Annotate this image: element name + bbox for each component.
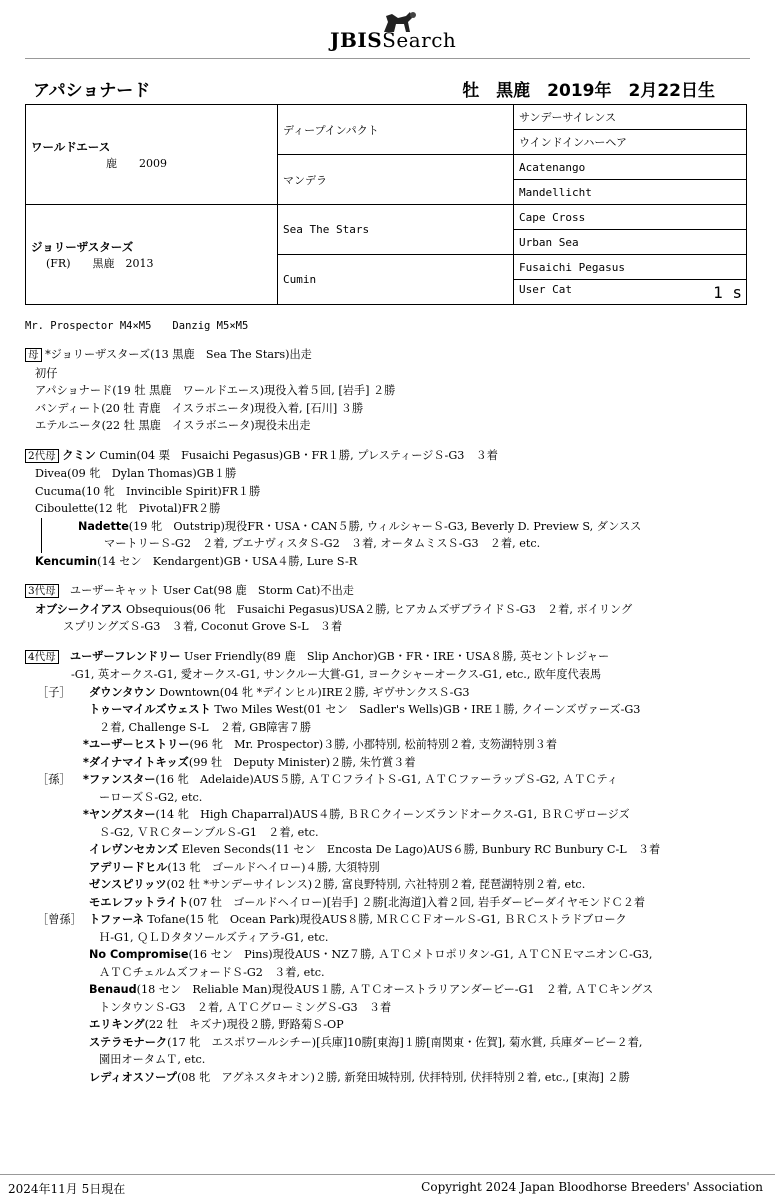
descendant-record: (14 牝 High Chaparral)AUS４勝, ＢＲＣクイーンズランドオークス-G1, ＢＲＣザロージズ [155, 808, 630, 821]
descendant-name[interactable]: ゼンスピリッツ [89, 878, 167, 891]
descendant-record: (07 牡 ゴールドヘイロー)[岩手] ２勝[北海道]入着２回, 岩手ダービーダイヤモンドＣ２着 [188, 895, 646, 909]
dam-cell [26, 205, 278, 305]
offspring-row: Cucuma(10 牝 Invincible Spirit)FR１勝 [35, 484, 261, 498]
descendant-record: (13 牝 ゴールドヘイロー)４勝, 大須特別 [167, 860, 380, 874]
offspring-row: アパショナード(19 牡 黒鹿 ワールドエース)現役入着５回, [岩手] ２勝 [35, 384, 396, 397]
family-section [25, 346, 755, 1086]
gen-tag: 3代母 [25, 584, 59, 598]
descendant-name[interactable]: トファーネ [89, 913, 144, 926]
obsequious-record: Obsequious(06 牝 Fusaichi Pegasus)USA２勝, ヒアカムズザブライドＳ-G3 ２着, ボイリング [125, 602, 633, 616]
sire-name[interactable]: ワールドエース [31, 139, 111, 154]
descendant-name[interactable]: ステラモナーク [89, 1035, 168, 1049]
descendant-record: (22 牡 キズナ)現役２勝, 野路菊Ｓ-OP [144, 1018, 344, 1031]
dam-note: 初仔 [35, 366, 58, 380]
descendant-record: (02 牡 *サンデーサイレンス)２勝, 富良野特別, 六社特別２着, 琵琶湖特別２着, etc. [166, 878, 586, 891]
dsd[interactable]: Urban Sea [514, 230, 747, 255]
horse-name: アパショナード [33, 81, 151, 101]
offspring-row: バンディート(20 牡 青鹿 イスラボニータ)現役入着, [石川] ３勝 [35, 401, 364, 415]
descendant-record: (08 牝 アグネスタキオン)２勝, 新発田城特別, 伏拝特別, 伏拝特別２着, etc., [東海] ２勝 [176, 1070, 630, 1084]
sds[interactable]: Acatenango [514, 155, 747, 180]
gen-tag: 母 [25, 348, 42, 362]
dam-sire[interactable]: Sea The Stars [278, 205, 514, 255]
sire-sire[interactable]: ディープインパクト [278, 105, 514, 155]
descendant-name[interactable]: トゥーマイルズウェスト [89, 703, 211, 716]
offspring-row: エテルニータ(22 牡 黒鹿 イスラボニータ)現役未出走 [35, 419, 311, 432]
offspring-row: Divea(09 牝 Dylan Thomas)GB１勝 [35, 467, 237, 480]
obsequious-name[interactable]: オブシークイアス [35, 602, 123, 616]
ddd-cell [514, 280, 747, 305]
sss[interactable]: サンデーサイレンス [514, 105, 747, 130]
footer-divider [0, 1174, 775, 1175]
horse-info: 牡 黒鹿 2019年 2月22日生 [462, 81, 715, 101]
descendant-record: (18 セン Reliable Man)現役AUS１勝, ＡＴＣオーストラリアンダービー-G1 ２着, ＡＴＣキングス [136, 983, 654, 996]
descendant-name[interactable]: モエレフットライト [89, 895, 189, 909]
third-dam-line [25, 582, 755, 601]
descendant-record-cont: ＡＴＣチェルムズフォードＳ-G2 ３着, etc. [99, 965, 325, 979]
nadette-name[interactable]: Nadette [78, 519, 129, 533]
descendant-record: (99 牡 Deputy Minister)２勝, 朱竹賞３着 [188, 755, 416, 769]
second-dam-line [25, 447, 755, 466]
sire-dam[interactable]: マンデラ [278, 155, 514, 205]
ssd[interactable]: ウインドインハーヘア [514, 130, 747, 155]
kencumin-record: (14 セン Kendargent)GB・USA４勝, Lure S-R [97, 554, 358, 568]
gen-tag: 2代母 [25, 449, 59, 463]
linebreeding-mark: 1 s [713, 282, 742, 302]
sire-cell [26, 105, 278, 205]
dds[interactable]: Fusaichi Pegasus [514, 255, 747, 280]
dam-name[interactable]: ジョリーザスターズ [31, 239, 134, 254]
descendant-record-cont: Ｓ-G2, ＶＲＣターンブルＳ-G1 ２着, etc. [99, 825, 319, 839]
child-tag: ［子］ [37, 685, 71, 699]
pedigree-table [25, 104, 747, 305]
descendant-name[interactable]: アデリードヒル [89, 860, 168, 874]
logo-text-jbis: JBIS [330, 28, 383, 52]
dam-record: *ジョリーザスターズ(13 黒鹿 Sea The Stars)出走 [45, 348, 312, 361]
dam-dam[interactable]: Cumin [278, 255, 514, 305]
descendant-record: (16 セン Pins)現役AUS・NZ７勝, ＡＴＣメトロポリタン-G1, ＡＴＣＮＥマニオンＣ-G3, [188, 948, 653, 961]
second-dam-record: Cumin(04 栗 Fusaichi Pegasus)GB・FR１勝, プレスティージＳ-G3 ３着 [99, 448, 498, 462]
dam-info: (FR) 黒鹿 2013 [46, 256, 154, 270]
descendant-record: Tofane(15 牝 Ocean Park)現役AUS８勝, ＭＲＣＣＦオールＳ-G1, ＢＲＣストラドブローク [147, 913, 627, 926]
descendant-record-cont: ーローズＳ-G2, etc. [99, 790, 203, 804]
descendant-record-cont: Ｈ-G1, ＱＬＤタタソールズティアラ-G1, etc. [99, 930, 329, 944]
sdd[interactable]: Mandellicht [514, 180, 747, 205]
descendant-record-cont: トンタウンＳ-G3 ２着, ＡＴＣグローミングＳ-G3 ３着 [99, 1000, 392, 1014]
descendant-name[interactable]: *ヤングスター [83, 808, 156, 821]
inbreeding-note: Mr. Prospector M4×M5 Danzig M5×M5 [25, 320, 249, 332]
descendant-record: (96 牝 Mr. Prospector)３勝, 小郡特別, 松前特別２着, 支笏湖特別３着 [189, 738, 558, 751]
sire-info: 鹿 2009 [106, 156, 167, 170]
descendant-name[interactable]: エリキング [89, 1018, 145, 1031]
dam-line [25, 346, 755, 365]
descendant-record: (17 牝 エスポワールシチー)[兵庫]10勝[東海]１勝[南関東・佐賀], 菊水賞, 兵庫ダービー２着, [167, 1035, 643, 1049]
descendant-record: Downtown(04 牝 *デインヒル)IRE２勝, ギヴサンクスＳ-G3 [159, 685, 470, 699]
descendant-name[interactable]: *ユーザーヒストリー [83, 738, 190, 751]
ddd[interactable]: User Cat [519, 282, 572, 296]
descendant-record-cont: 園田オータムＴ, etc. [99, 1053, 206, 1066]
jbis-logo[interactable] [330, 10, 470, 55]
descendant-name[interactable]: *ダイナマイトキッズ [83, 755, 189, 769]
gen-tag: 4代母 [25, 650, 59, 664]
kencumin-name[interactable]: Kencumin [35, 554, 98, 568]
header-divider [25, 58, 750, 59]
second-dam-name[interactable]: クミン [62, 448, 96, 462]
descendant-name[interactable]: レディオスソープ [89, 1070, 177, 1084]
dss[interactable]: Cape Cross [514, 205, 747, 230]
grandchild-tag: ［孫］ [37, 773, 71, 786]
offspring-row: Ciboulette(12 牝 Pivotal)FR２勝 [35, 502, 221, 515]
logo-text-search: Search [382, 28, 457, 52]
descendant-name[interactable]: No Compromise [89, 948, 189, 961]
user-friendly-record: User Friendly(89 鹿 Slip Anchor)GB・FR・IRE・USA８勝, 英セントレジャー [184, 649, 610, 663]
descendant-record-cont: ２着, Challenge S-L ２着, GB障害７勝 [99, 720, 312, 734]
obsequious-record-cont: スプリングズＳ-G3 ３着, Coconut Grove S-L ３着 [63, 620, 343, 633]
as-of-date: 2024年11月 5日現在 [8, 1182, 126, 1196]
fourth-dam-line [25, 648, 755, 667]
descendant-name[interactable]: *ファンスター [83, 773, 156, 786]
user-friendly-name[interactable]: ユーザーフレンドリー [69, 649, 181, 663]
descendant-name[interactable]: Benaud [89, 983, 137, 996]
copyright: Copyright 2024 Japan Bloodhorse Breeders' Association [421, 1180, 763, 1194]
descendant-record: Two Miles West(01 セン Sadler's Wells)GB・IRE１勝, クイーンズヴァーズ-G3 [214, 703, 641, 716]
descendant-name[interactable]: ダウンタウン [89, 685, 156, 699]
great-grandchild-tag: ［曾孫］ [37, 913, 82, 926]
nadette-record-cont: マートリーＳ-G2 ２着, ブエナヴィスタＳ-G2 ３着, オータムミスＳ-G3 ２着, etc. [104, 537, 541, 550]
nadette-record: (19 牝 Outstrip)現役FR・USA・CAN５勝, ウィルシャーＳ-G3, Beverly D. Preview S, ダンスス [128, 519, 642, 533]
descendant-record: Eleven Seconds(11 セン Encosta De Lago)AUS６勝, Bunbury RC Bunbury C-L ３着 [181, 843, 661, 856]
nadette-block [41, 518, 755, 553]
user-friendly-record-cont: -G1, 英オークス-G1, 愛オークス-G1, サンクルー大賞-G1, ヨークシャーオークス-G1, etc., 欧年度代表馬 [71, 668, 602, 681]
descendant-record: (16 牝 Adelaide)AUS５勝, ＡＴＣフライトＳ-G1, ＡＴＣファーラップＳ-G2, ＡＴＣティ [155, 773, 618, 786]
third-dam-record: ユーザーキャット User Cat(98 鹿 Storm Cat)不出走 [69, 584, 354, 597]
descendant-name[interactable]: イレヴンセカンズ [89, 843, 179, 856]
